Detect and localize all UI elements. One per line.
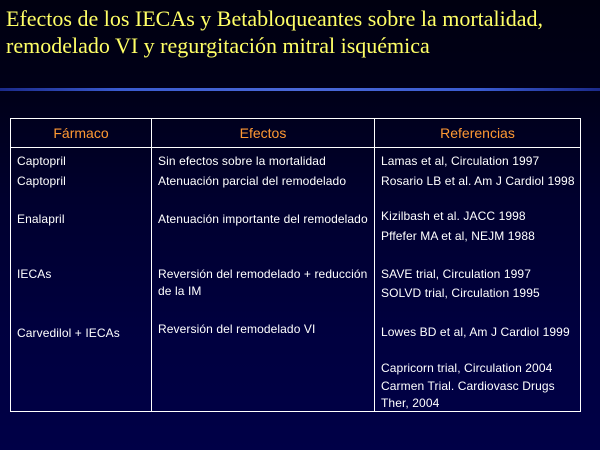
drug-effects-table bbox=[10, 118, 581, 412]
row-2-drug: Captopril bbox=[17, 174, 66, 188]
column-divider-1 bbox=[151, 119, 152, 411]
row-2-effect: Atenuación parcial del remodelado bbox=[158, 174, 347, 188]
row-1-drug: Captopril bbox=[17, 154, 66, 168]
title-line-2: remodelado VI y regurgitación mitral isquémica bbox=[6, 33, 430, 58]
header-farmaco: Fármaco bbox=[53, 125, 109, 141]
row-1-ref-1: Lamas et al, Circulation 1997 bbox=[381, 154, 540, 168]
row-1-effect: Sin efectos sobre la mortalidad bbox=[158, 154, 326, 168]
row-5-effect: Reversión del remodelado VI bbox=[158, 322, 316, 336]
row-5-ref-1: Lowes BD et al, Am J Cardiol 1999 bbox=[381, 325, 570, 339]
row-5-ref-3: Carmen Trial. Cardiovasc Drugs Ther, 2004 bbox=[381, 379, 555, 410]
row-5-ref-2: Capricorn trial, Circulation 2004 bbox=[381, 361, 553, 375]
row-5-drug: Carvedilol + IECAs bbox=[17, 326, 120, 340]
row-4-ref-1: SAVE trial, Circulation 1997 bbox=[381, 267, 531, 281]
title-divider bbox=[0, 88, 600, 91]
header-divider bbox=[11, 147, 580, 148]
row-4-drug: IECAs bbox=[17, 267, 52, 281]
title-line-1: Efectos de los IECAs y Betabloqueantes sobre la mortalidad, bbox=[6, 6, 544, 31]
row-2-ref-1: Rosario LB et al. Am J Cardiol 1998 bbox=[381, 174, 575, 188]
column-divider-2 bbox=[374, 119, 375, 411]
row-4-ref-2: SOLVD trial, Circulation 1995 bbox=[381, 286, 540, 300]
row-3-ref-2: Pffefer MA et al, NEJM 1988 bbox=[381, 229, 535, 243]
header-referencias: Referencias bbox=[440, 125, 515, 141]
slide-title bbox=[6, 5, 596, 59]
row-3-effect: Atenuación importante del remodelado bbox=[158, 212, 368, 226]
row-3-drug: Enalapril bbox=[17, 212, 65, 226]
row-3-ref-1: Kizilbash et al. JACC 1998 bbox=[381, 209, 526, 223]
row-4-effect: Reversión del remodelado + reducción de la IM bbox=[158, 267, 368, 298]
header-efectos: Efectos bbox=[239, 125, 287, 141]
